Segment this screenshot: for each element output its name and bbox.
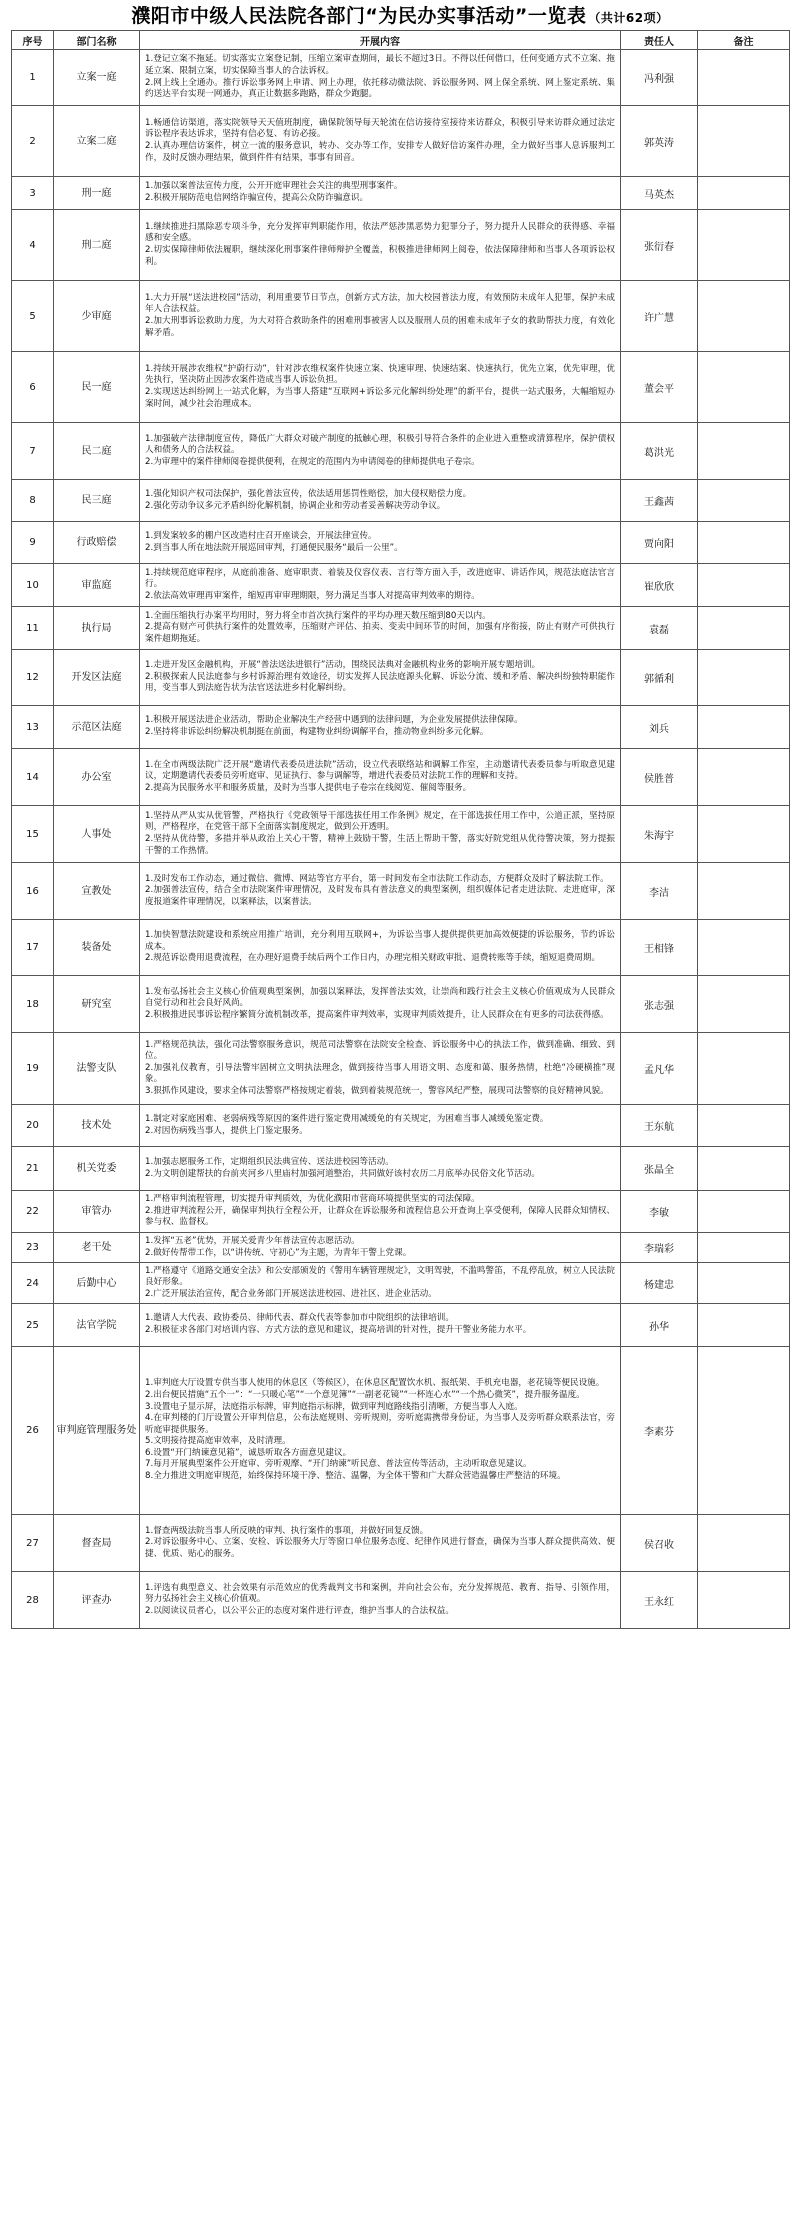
- activity-item: 2.加大刑事诉讼救助力度，为大对符合救助条件的困难刑事被害人以及服刑人员的困难未成年子女的救助帮扶力度，有效化解矛盾。: [145, 316, 615, 338]
- row-number: 27: [12, 1515, 54, 1572]
- activity-content: [140, 1147, 621, 1191]
- responsible-person: 张晶全: [621, 1147, 698, 1191]
- activity-table: [11, 30, 790, 1629]
- table-row: [12, 1347, 790, 1515]
- activity-item: 2.积极征求各部门对培训内容、方式方法的意见和建议，提高培训的针对性，提升干警业务能力水平。: [145, 1325, 532, 1335]
- remarks: [698, 1572, 790, 1629]
- remarks: [698, 210, 790, 281]
- department-name: 后勤中心: [54, 1263, 140, 1304]
- row-number: 19: [12, 1033, 54, 1105]
- activity-item: 2.网上线上全通办。推行诉讼事务网上申请、网上办理，依托移动微法院、诉讼服务网、网上保全系统、网上鉴定系统、集约送达平台实现一网通办，真正让数据多跑路，群众少跑腿。: [145, 77, 615, 100]
- department-name: 示范区法庭: [54, 706, 140, 749]
- activity-item: 6.设置“开门纳谏意见箱”，诚恳听取各方面意见建议。: [145, 1447, 352, 1458]
- activity-content: [140, 650, 621, 706]
- table-row: [12, 1105, 790, 1147]
- remarks: [698, 976, 790, 1033]
- activity-item: 2.对因伤病残当事人，提供上门鉴定服务。: [145, 1125, 308, 1136]
- activity-item: 2.提高有财产可供执行案件的处置效率，压缩财产评估、拍卖、变卖中间环节的时间，加强有序衔接，防止有财产可供执行案件超期拖延。: [145, 622, 615, 644]
- remarks: [698, 352, 790, 423]
- remarks: [698, 607, 790, 650]
- row-number: 9: [12, 522, 54, 564]
- activity-item: 1.到发案较多的棚户区改造村庄召开座谈会，开展法律宣传。: [145, 530, 377, 541]
- department-name: 民二庭: [54, 423, 140, 480]
- activity-item: 2.积极开展防范电信网络诈骗宣传，提高公众防诈骗意识。: [145, 193, 369, 203]
- department-name: 民一庭: [54, 352, 140, 423]
- department-name: 技术处: [54, 1105, 140, 1147]
- activity-content: [140, 281, 621, 352]
- activity-item: 1.邀请人大代表、政协委员、律师代表、群众代表等参加市中院组织的法律培训。: [145, 1313, 454, 1324]
- activity-item: 1.登记立案不拖延。切实落实立案登记制，压缩立案审查期间，最长不超过3日。不得以任何借口，任何变通方式不立案、拖延立案、限制立案，切实保障当事人的合法诉权。: [145, 54, 615, 76]
- department-name: 审管办: [54, 1191, 140, 1233]
- header-note: 备注: [698, 31, 790, 50]
- responsible-person: 王相锋: [621, 920, 698, 976]
- activity-item: 2.实现送达纠纷网上一站式化解，为当事人搭建“互联网+诉讼多元化解纠纷处理”的新平台，提供一站式服务，大幅缩短办案时间，减少社会治理成本。: [145, 387, 615, 409]
- table-row: [12, 50, 790, 106]
- activity-item: 1.加快智慧法院建设和系统应用推广培训，充分利用互联网+，为诉讼当事人提供提供更加高效便捷的诉讼服务，节约诉讼成本。: [145, 930, 615, 952]
- activity-item: 1.及时发布工作动态，通过微信、微博、网站等官方平台，第一时间发布全市法院工作动态，方便群众及时了解法院工作。: [145, 873, 609, 884]
- row-number: 1: [12, 50, 54, 106]
- department-name: 审判庭管理服务处: [54, 1347, 140, 1515]
- activity-item: 8.全力推进文明庭审规范，始终保持环境干净、整洁、温馨，为全体干警和广大群众营造温馨庄严整洁的环境。: [145, 1471, 566, 1482]
- responsible-person: 侯胜普: [621, 749, 698, 806]
- row-number: 6: [12, 352, 54, 423]
- activity-item: 5.文明接待提高庭审效率，及时清理。: [145, 1436, 291, 1447]
- table-row: [12, 423, 790, 480]
- department-name: 民三庭: [54, 480, 140, 522]
- responsible-person: 袁磊: [621, 607, 698, 650]
- activity-content: [140, 1263, 621, 1304]
- department-name: 法警支队: [54, 1033, 140, 1105]
- table-row: [12, 564, 790, 607]
- remarks: [698, 1105, 790, 1147]
- table-row: [12, 863, 790, 920]
- department-name: 评查办: [54, 1572, 140, 1629]
- activity-item: 4.在审判楼的门厅设置公开审判信息，公布法庭规则、旁听规则，旁听庭需携带身份证，为当事人及旁听群众联系法官，旁听庭审提供服务。: [145, 1413, 615, 1435]
- activity-item: 1.在全市两级法院广泛开展“邀请代表委员进法院”活动，设立代表联络站和调解工作室，主动邀请代表委员参与听取意见建议，定期邀请代表委员旁听庭审、见证执行、参与调解等，增进代表委员对法院工作的理解和支持。: [145, 759, 615, 782]
- responsible-person: 王鑫茜: [621, 480, 698, 522]
- activity-content: [140, 863, 621, 920]
- table-row: [12, 1233, 790, 1263]
- activity-item: 7.每月开展典型案件公开庭审、旁听观摩、“开门纳谏”听民意、普法宣传等活动，主动听取意见建议。: [145, 1459, 532, 1470]
- activity-content: [140, 1105, 621, 1147]
- activity-content: [140, 480, 621, 522]
- responsible-person: 郭英涛: [621, 106, 698, 177]
- department-name: 老干处: [54, 1233, 140, 1263]
- activity-content: [140, 607, 621, 650]
- activity-item: 2.广泛开展法治宣传，配合业务部门开展送法进校园、进社区、进企业活动。: [145, 1288, 437, 1299]
- activity-content: [140, 423, 621, 480]
- activity-content: [140, 1233, 621, 1263]
- table-row: [12, 607, 790, 650]
- department-name: 开发区法庭: [54, 650, 140, 706]
- row-number: 12: [12, 650, 54, 706]
- header-person: 责任人: [621, 31, 698, 50]
- row-number: 5: [12, 281, 54, 352]
- department-name: 人事处: [54, 806, 140, 863]
- responsible-person: 许广慧: [621, 281, 698, 352]
- activity-content: [140, 1347, 621, 1515]
- document-title: [0, 0, 800, 28]
- responsible-person: 贾向阳: [621, 522, 698, 564]
- activity-item: 2.积极推进民事诉讼程序繁简分流机制改革，提高案件审判效率，实现审判质效提升，让人民群众在有更多的司法获得感。: [145, 1009, 609, 1020]
- table-row: [12, 749, 790, 806]
- activity-content: [140, 749, 621, 806]
- activity-item: 3.狠抓作风建设，要求全体司法警察严格按规定着装，做到着装规范统一，警容风纪严整，展现司法警察的良好精神风貌。: [145, 1085, 609, 1096]
- table-row: [12, 806, 790, 863]
- activity-content: [140, 177, 621, 210]
- activity-item: 2.为文明创建帮扶的台前夹河乡八里庙村加强河道整治，共同做好该村农历二月底举办民俗文化节活动。: [145, 1168, 540, 1179]
- remarks: [698, 480, 790, 522]
- responsible-person: 马英杰: [621, 177, 698, 210]
- activity-item: 1.加强破产法律制度宣传，降低广大群众对破产制度的抵触心理，积极引导符合条件的企业进入重整或清算程序，保护债权人和债务人的合法权益。: [145, 433, 615, 456]
- row-number: 18: [12, 976, 54, 1033]
- activity-content: [140, 1191, 621, 1233]
- activity-item: 2.推进审判流程公开，确保审判执行全程公开，让群众在诉讼服务和流程信息公开查询上享受便利，保障人民群众知情权、参与权、监督权。: [145, 1205, 615, 1228]
- department-name: 机关党委: [54, 1147, 140, 1191]
- activity-item: 1.继续推进扫黑除恶专项斗争，充分发挥审判职能作用，依法严惩涉黑恶势力犯罪分子，努力提升人民群众的获得感、幸福感和安全感。: [145, 221, 615, 244]
- department-name: 宣教处: [54, 863, 140, 920]
- row-number: 8: [12, 480, 54, 522]
- row-number: 14: [12, 749, 54, 806]
- activity-item: 2.切实保障律师依法履职，继续深化刑事案件律师辩护全覆盖，积极推进律师网上阅卷，依法保障律师和当事人各项诉讼权利。: [145, 245, 615, 267]
- activity-item: 2.对诉讼服务中心、立案、安检、诉讼服务大厅等窗口单位服务态度、纪律作风进行督查，确保为当事人群众提供高效、便捷、优质、贴心的服务。: [145, 1537, 615, 1559]
- activity-content: [140, 352, 621, 423]
- remarks: [698, 863, 790, 920]
- table-row: [12, 106, 790, 177]
- remarks: [698, 650, 790, 706]
- responsible-person: 张衍春: [621, 210, 698, 281]
- table-row: [12, 210, 790, 281]
- row-number: 17: [12, 920, 54, 976]
- activity-item: 1.评选有典型意义、社会效果有示范效应的优秀裁判文书和案例，并向社会公布，充分发挥规范、教育、指导、引领作用，努力弘扬社会主义核心价值观。: [145, 1582, 615, 1605]
- activity-item: 1.加强志愿服务工作，定期组织民法典宣传、送法进校园等活动。: [145, 1156, 394, 1167]
- department-name: 刑二庭: [54, 210, 140, 281]
- activity-item: 1.走进开发区金融机构，开展“普法送法进银行”活动，围绕民法典对金融机构业务的影响开展专题培训。: [145, 660, 541, 671]
- activity-item: 2.做好传帮带工作，以“讲传统、守初心”为主题，为青年干警上党课。: [145, 1247, 412, 1258]
- department-name: 行政赔偿: [54, 522, 140, 564]
- responsible-person: 孙华: [621, 1304, 698, 1347]
- activity-item: 2.坚持将非诉讼纠纷解决机制挺在前面，构建物业纠纷调解平台，推动物业纠纷多元化解。: [145, 727, 489, 737]
- remarks: [698, 920, 790, 976]
- row-number: 10: [12, 564, 54, 607]
- table-row: [12, 522, 790, 564]
- activity-item: 2.认真办理信访案件，树立一流的服务意识，转办、交办等工作，安排专人做好信访案件办理，全力做好当事人息诉服判工作，及时反馈办理结果，做到件件有结果，事事有回音。: [145, 141, 615, 163]
- responsible-person: 王东航: [621, 1105, 698, 1147]
- title-count: （共计62项）: [588, 11, 669, 25]
- activity-content: [140, 1304, 621, 1347]
- remarks: [698, 522, 790, 564]
- row-number: 24: [12, 1263, 54, 1304]
- activity-item: 1.严格审判流程管理，切实提升审判质效，为优化濮阳市营商环境提供坚实的司法保障。: [145, 1194, 480, 1205]
- responsible-person: 孟凡华: [621, 1033, 698, 1105]
- responsible-person: 李敏: [621, 1191, 698, 1233]
- responsible-person: 李素芬: [621, 1347, 698, 1515]
- responsible-person: 崔欣欣: [621, 564, 698, 607]
- activity-item: 3.设置电子显示屏，法庭指示标牌，审判庭指示标牌，做到审判庭路线指引清晰，方便当事人入庭。: [145, 1401, 523, 1412]
- activity-content: [140, 50, 621, 106]
- responsible-person: 张志强: [621, 976, 698, 1033]
- table-row: [12, 706, 790, 749]
- row-number: 20: [12, 1105, 54, 1147]
- department-name: 办公室: [54, 749, 140, 806]
- activity-item: 1.发布弘扬社会主义核心价值观典型案例，加强以案释法，发挥普法实效，让崇尚和践行社会主义核心价值观成为人民群众自觉行动和社会良好风尚。: [145, 986, 615, 1009]
- activity-item: 1.大力开展“送法进校园”活动，利用重要节日节点，创新方式方法，加大校园普法力度，有效预防未成年人犯罪，保护未成年人合法权益。: [145, 292, 615, 315]
- activity-item: 2.坚持从优待警，多措并举从政治上关心干警，精神上鼓励干警，生活上帮助干警，落实好院党组从优待警决策，努力提振干警的工作热情。: [145, 834, 615, 856]
- activity-content: [140, 706, 621, 749]
- activity-item: 1.严格遵守《道路交通安全法》和公安部颁发的《警用车辆管理规定》，文明驾驶，不滥鸣警笛，不乱停乱放，树立人民法院良好形象。: [145, 1265, 615, 1288]
- responsible-person: 杨建忠: [621, 1263, 698, 1304]
- remarks: [698, 177, 790, 210]
- responsible-person: 朱海宇: [621, 806, 698, 863]
- table-body: [12, 50, 790, 1629]
- department-name: 立案二庭: [54, 106, 140, 177]
- activity-item: 1.严格规范执法，强化司法警察服务意识，规范司法警察在法院安全检查、诉讼服务中心的执法工作，做到准确、细致、到位。: [145, 1039, 615, 1062]
- activity-item: 1.强化知识产权司法保护，强化普法宣传，依法适用惩罚性赔偿，加大侵权赔偿力度。: [145, 488, 472, 499]
- table-row: [12, 177, 790, 210]
- activity-content: [140, 1572, 621, 1629]
- row-number: 28: [12, 1572, 54, 1629]
- responsible-person: 侯召收: [621, 1515, 698, 1572]
- activity-item: 1.督查两级法院当事人所反映的审判、执行案件的事项，并做好回复反馈。: [145, 1525, 429, 1536]
- table-row: [12, 976, 790, 1033]
- department-name: 法官学院: [54, 1304, 140, 1347]
- department-name: 刑一庭: [54, 177, 140, 210]
- row-number: 4: [12, 210, 54, 281]
- activity-content: [140, 920, 621, 976]
- remarks: [698, 50, 790, 106]
- table-row: [12, 281, 790, 352]
- remarks: [698, 1515, 790, 1572]
- activity-item: 2.为审理中的案件律师阅卷提供便利，在规定的范围内为申请阅卷的律师提供电子卷宗。: [145, 456, 480, 467]
- activity-item: 2.提高为民服务水平和服务质量，及时为当事人提供电子卷宗在线阅览、催阅等服务。: [145, 782, 472, 793]
- remarks: [698, 1304, 790, 1347]
- activity-item: 1.持续规范庭审程序，从庭前准备、庭审职责、着装及仪容仪表、言行等方面入手，改进庭审、讲话作风，规范法庭法官言行。: [145, 567, 615, 590]
- activity-item: 1.畅通信访渠道，落实院领导天天值班制度，确保院领导每天轮流在信访接待室接待来访群众，积极引导来访群众通过法定诉讼程序表达诉求，坚持有信必复、有访必接。: [145, 117, 615, 140]
- row-number: 25: [12, 1304, 54, 1347]
- activity-item: 2.强化劳动争议多元矛盾纠纷化解机制，协调企业和劳动者妥善解决劳动争议。: [145, 500, 446, 511]
- row-number: 15: [12, 806, 54, 863]
- activity-item: 1.制定对家庭困难、老弱病残等原因的案件进行鉴定费用减缓免的有关规定，为困难当事人减缓免鉴定费。: [145, 1113, 549, 1124]
- department-name: 执行局: [54, 607, 140, 650]
- activity-content: [140, 1515, 621, 1572]
- remarks: [698, 806, 790, 863]
- department-name: 立案一庭: [54, 50, 140, 106]
- activity-item: 1.加强以案普法宣传力度，公开开庭审理社会关注的典型刑事案件。: [145, 181, 403, 192]
- activity-item: 2.出台便民措施“五个一”：“一只暖心笔”“一个意见簿”“一副老花镜”“一杯连心水”“一个热心微笑”，提升服务温度。: [145, 1389, 585, 1400]
- activity-content: [140, 522, 621, 564]
- table-row: [12, 1304, 790, 1347]
- remarks: [698, 106, 790, 177]
- activity-content: [140, 1033, 621, 1105]
- activity-item: 2.积极探索人民法庭参与乡村诉源治理有效途径，切实发挥人民法庭源头化解、诉讼分流、缓和矛盾、解决纠纷独特职能作用，变当事人到法庭告状为法官送法进乡村化解纠纷。: [145, 671, 615, 694]
- activity-item: 2.加强普法宣传，结合全市法院案件审理情况，及时发布具有普法意义的典型案例，组织媒体记者走进法院、走进庭审，深度报道案件审理情况，以案释法，以案普法。: [145, 885, 615, 907]
- department-name: 少审庭: [54, 281, 140, 352]
- table-row: [12, 1147, 790, 1191]
- activity-item: 2.到当事人所在地法院开展巡回审判，打通便民服务“最后一公里”。: [145, 542, 403, 553]
- activity-item: 1.发挥“五老”优势，开展关爱青少年普法宣传志愿活动。: [145, 1235, 360, 1246]
- row-number: 22: [12, 1191, 54, 1233]
- activity-content: [140, 564, 621, 607]
- row-number: 11: [12, 607, 54, 650]
- responsible-person: 董会平: [621, 352, 698, 423]
- remarks: [698, 1147, 790, 1191]
- remarks: [698, 564, 790, 607]
- activity-item: 2.规范诉讼费用退费流程，在办理好退费手续后两个工作日内，办理完相关财政审批、退费转账等手续，缩短退费周期。: [145, 953, 601, 964]
- header-no: 序号: [12, 31, 54, 50]
- activity-item: 1.全面压缩执行办案平均用时，努力将全市首次执行案件的平均办理天数压缩到80天以内。: [145, 610, 491, 621]
- remarks: [698, 1347, 790, 1515]
- row-number: 16: [12, 863, 54, 920]
- department-name: 督查局: [54, 1515, 140, 1572]
- remarks: [698, 281, 790, 352]
- table-row: [12, 1515, 790, 1572]
- row-number: 21: [12, 1147, 54, 1191]
- remarks: [698, 1233, 790, 1263]
- activity-content: [140, 210, 621, 281]
- activity-item: 1.持续开展涉农维权“护蔚行动”，针对涉农维权案件快速立案、快速审理、快速结案、快速执行，优先立案，优先审理，优先执行，坚决防止因涉农案件造成当事人诉讼负担。: [145, 363, 615, 386]
- responsible-person: 冯利强: [621, 50, 698, 106]
- activity-content: [140, 106, 621, 177]
- department-name: 装备处: [54, 920, 140, 976]
- responsible-person: 李瑞彩: [621, 1233, 698, 1263]
- table-row: [12, 352, 790, 423]
- table-row: [12, 480, 790, 522]
- activity-content: [140, 806, 621, 863]
- activity-content: [140, 976, 621, 1033]
- row-number: 13: [12, 706, 54, 749]
- table-row: [12, 1263, 790, 1304]
- row-number: 7: [12, 423, 54, 480]
- responsible-person: 刘兵: [621, 706, 698, 749]
- title-text: 濮阳市中级人民法院各部门“为民办实事活动”一览表: [131, 5, 587, 27]
- table-row: [12, 920, 790, 976]
- table-row: [12, 1572, 790, 1629]
- table-header-row: [12, 31, 790, 50]
- responsible-person: 葛洪光: [621, 423, 698, 480]
- table-row: [12, 650, 790, 706]
- department-name: 研究室: [54, 976, 140, 1033]
- table-row: [12, 1033, 790, 1105]
- row-number: 26: [12, 1347, 54, 1515]
- responsible-person: 李洁: [621, 863, 698, 920]
- department-name: 审监庭: [54, 564, 140, 607]
- remarks: [698, 423, 790, 480]
- activity-item: 2.依法高效审理再审案件，缩短再审审理期限，努力满足当事人对提高审判效率的期待。: [145, 590, 480, 601]
- activity-item: 1.积极开展送法进企业活动，帮助企业解决生产经营中遇到的法律问题，为企业发展提供法律保障。: [145, 715, 523, 726]
- activity-item: 2.以阅读议员者心，以公平公正的态度对案件进行评查，维护当事人的合法权益。: [145, 1605, 454, 1616]
- table-row: [12, 1191, 790, 1233]
- responsible-person: 郭循利: [621, 650, 698, 706]
- activity-item: 1.坚持从严从实从优管警，严格执行《党政领导干部选拔任用工作条例》规定，在干部选拔任用工作中，公道正派，坚持原则，严格程序，在党管干部下全面落实制度规定，做到公开透明。: [145, 810, 615, 833]
- activity-item: 2.加强礼仪教育，引导法警牢固树立文明执法理念，做到接待当事人用语文明、态度和蔼、服务热情，杜绝“冷硬横推”现象。: [145, 1062, 615, 1085]
- header-dept: 部门名称: [54, 31, 140, 50]
- remarks: [698, 1263, 790, 1304]
- remarks: [698, 749, 790, 806]
- row-number: 2: [12, 106, 54, 177]
- responsible-person: 王永红: [621, 1572, 698, 1629]
- activity-item: 1.审判庭大厅设置专供当事人使用的休息区（等候区），在休息区配置饮水机、报纸架、手机充电器，老花镜等便民设施。: [145, 1378, 605, 1389]
- row-number: 3: [12, 177, 54, 210]
- row-number: 23: [12, 1233, 54, 1263]
- remarks: [698, 1191, 790, 1233]
- remarks: [698, 1033, 790, 1105]
- remarks: [698, 706, 790, 749]
- header-content: 开展内容: [140, 31, 621, 50]
